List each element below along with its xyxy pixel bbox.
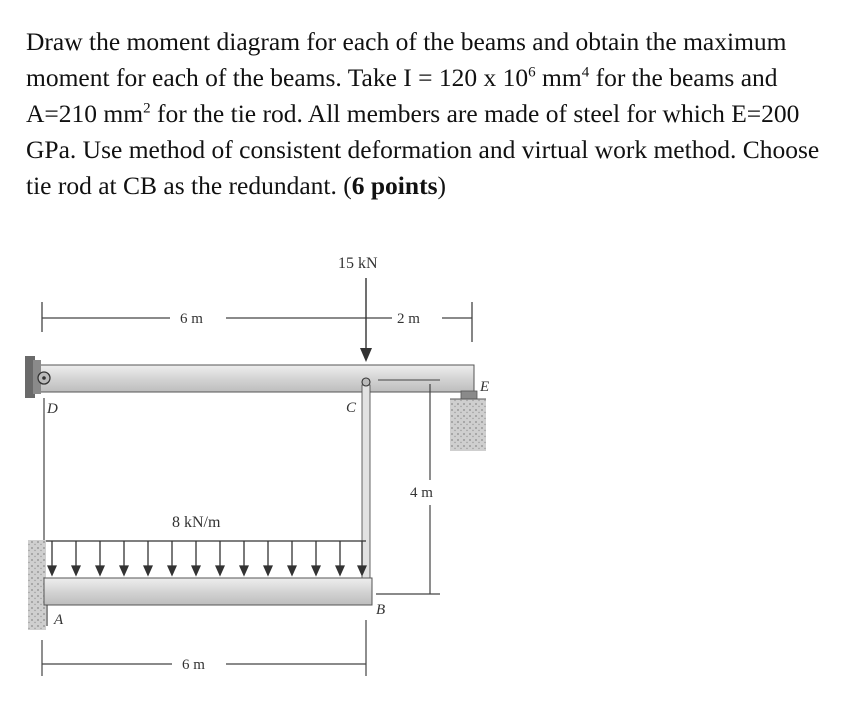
problem-text-part1: Draw the moment diagram for each of the beams and obtain the maximum moment for each of the beams. Take I = 120 x 10: [26, 27, 787, 92]
problem-text-part3: for the tie rod. All members are made of steel for which E=200 GPa. Use method of consistent deformation and virtual work method. Choose tie rod at CB as the redundant. (: [26, 99, 820, 200]
moment-of-inertia-unit-exponent: 4: [581, 64, 590, 81]
moment-of-inertia-exponent: 6: [528, 64, 536, 81]
label-A: A: [54, 612, 64, 628]
problem-text-part2: for the beams and A=210 mm: [26, 63, 778, 128]
label-B: B: [376, 602, 386, 618]
distributed-load-arrows: [46, 541, 366, 575]
bottom-beam: [44, 578, 372, 605]
label-D: D: [47, 401, 58, 417]
area-unit-exponent: 2: [143, 100, 151, 117]
points-label: 6 points: [351, 171, 438, 200]
problem-text-close: ): [437, 171, 446, 200]
point-load-arrow: [360, 278, 372, 362]
top-beam: [40, 365, 474, 392]
dim-rod-height-label: 4 m: [410, 485, 433, 501]
fixed-wall-A: [28, 540, 46, 630]
dim-top-right-label: 2 m: [397, 311, 420, 327]
dim-top-left-label: 6 m: [180, 311, 203, 327]
label-E: E: [480, 379, 490, 395]
support-E: [450, 391, 486, 451]
dim-bottom-label: 6 m: [182, 657, 205, 673]
distributed-load-label: 8 kN/m: [172, 514, 221, 531]
point-load-label: 15 kN: [338, 255, 378, 272]
moment-of-inertia-unit: mm: [535, 63, 582, 92]
label-C: C: [346, 400, 357, 416]
